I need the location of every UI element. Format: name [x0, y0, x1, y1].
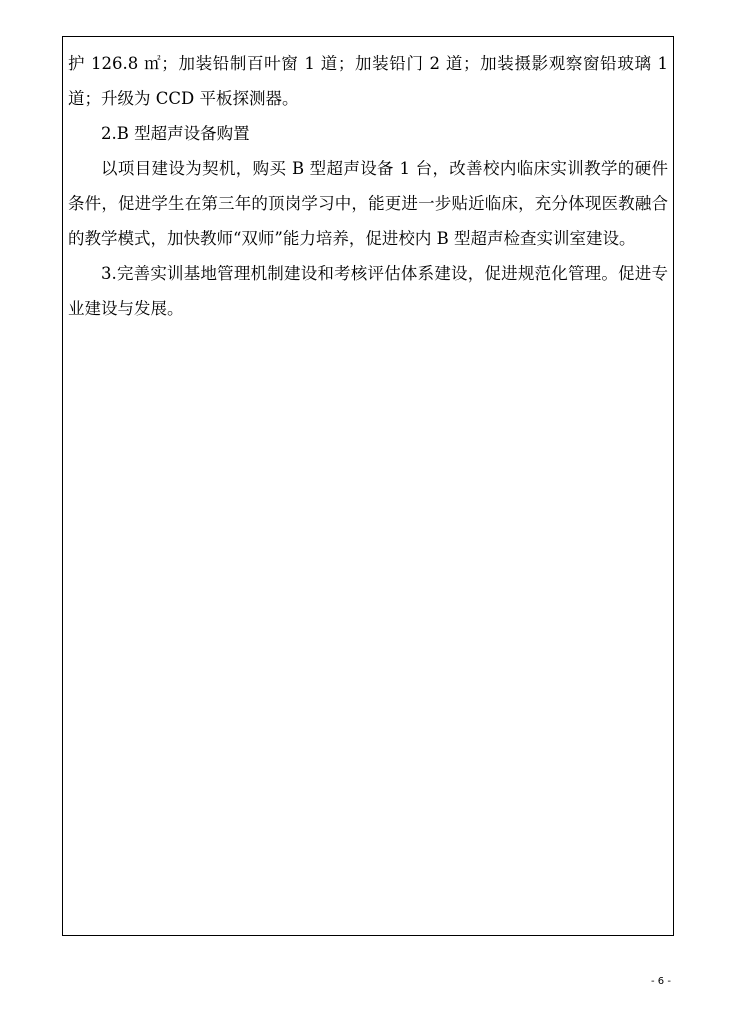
- page-number: - 6 -: [651, 976, 671, 987]
- paragraph-continued: 护 126.8 ㎡；加装铅制百叶窗 1 道；加装铅门 2 道；加装摄影观察窗铅玻璃 1 道；升级为 CCD 平板探测器。: [68, 54, 668, 108]
- paragraph-management-mechanism: 3.完善实训基地管理机制建设和考核评估体系建设，促进规范化管理。促进专业建设与发展。: [68, 264, 668, 318]
- section-heading-b-ultrasound: 2.B 型超声设备购置: [101, 124, 250, 143]
- document-body: [68, 46, 668, 326]
- paragraph-b-ultrasound-purchase: 以项目建设为契机，购买 B 型超声设备 1 台，改善校内临床实训教学的硬件条件，促进学生在第三年的顶岗学习中，能更进一步贴近临床，充分体现医教融合的教学模式，加快教师“双师”能力培养，促进校内 B 型超声检查实训室建设。: [68, 159, 668, 248]
